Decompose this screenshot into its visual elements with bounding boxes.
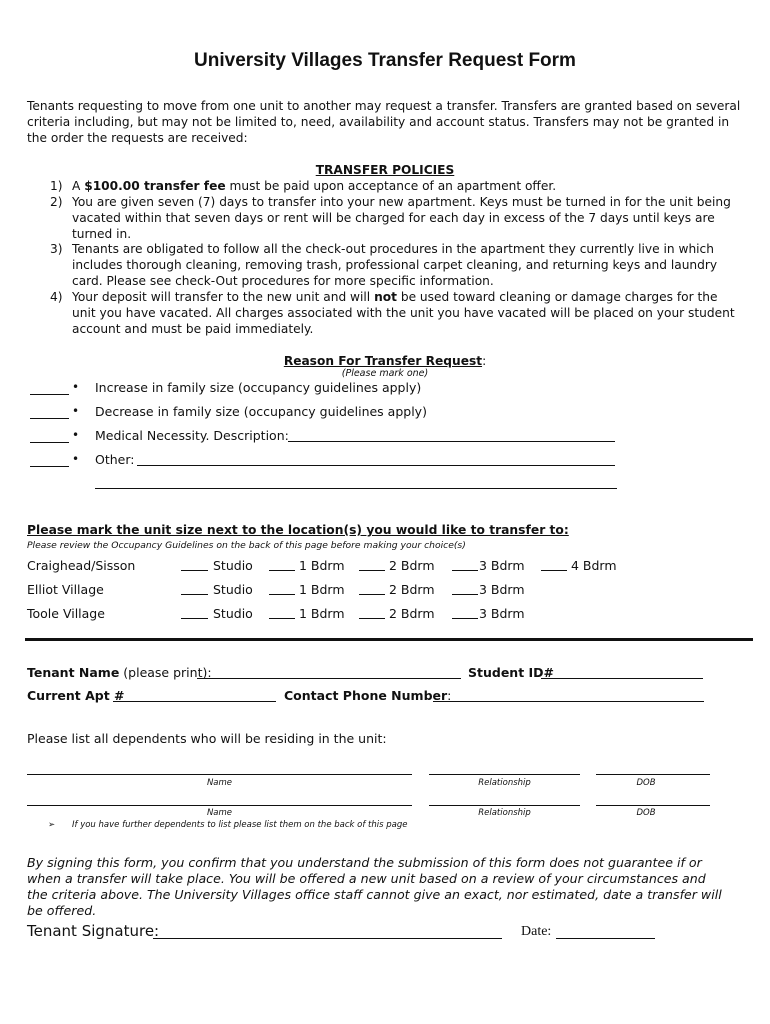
unit-size-heading: Please mark the unit size next to the location(s) you would like to transfer to: xyxy=(27,523,569,537)
unit-option-3bdrm: 3 Bdrm xyxy=(479,558,525,573)
bullet-icon: • xyxy=(72,452,80,466)
dependent-2-relationship-field[interactable] xyxy=(429,805,580,806)
arrow-bullet-icon: ➢ xyxy=(48,820,56,830)
policy-fee: $100.00 transfer fee xyxy=(84,179,226,193)
tenant-name-field[interactable] xyxy=(197,678,461,679)
contact-phone-label: Contact Phone Number: xyxy=(284,688,452,703)
date-field[interactable] xyxy=(556,938,655,939)
reason-subheading: (Please mark one) xyxy=(341,368,429,379)
reason-option-medical: Medical Necessity. Description: xyxy=(95,428,289,443)
other-reason-field-line-2[interactable] xyxy=(95,488,617,489)
unit-option-1bdrm: 1 Bdrm xyxy=(299,582,345,597)
medical-description-field[interactable] xyxy=(288,441,615,442)
col-relationship-label: Relationship xyxy=(478,808,531,818)
policy-item-4 xyxy=(27,289,742,337)
bullet-icon: • xyxy=(72,380,80,394)
unit-option-studio: Studio xyxy=(213,558,253,573)
dependents-note: If you have further dependents to list please list them on the back of this page xyxy=(72,820,408,830)
toole-2bdrm-blank[interactable] xyxy=(359,618,385,619)
dependent-2-name-field[interactable] xyxy=(27,805,412,806)
craighead-4bdrm-blank[interactable] xyxy=(541,570,567,571)
policy-item-3 xyxy=(27,241,742,289)
elliot-3bdrm-blank[interactable] xyxy=(452,594,478,595)
elliot-studio-blank[interactable] xyxy=(181,594,208,595)
col-relationship-label: Relationship xyxy=(478,778,531,788)
student-id-field[interactable] xyxy=(541,678,703,679)
policy-number: 1) xyxy=(50,179,63,193)
unit-option-3bdrm: 3 Bdrm xyxy=(479,582,525,597)
policy-text: Tenants are obligated to follow all the check-out procedures in the apartment they currently live in which includes thorough cleaning, removing trash, professional carpet cleaning, and returning keys and laundry card. Please see check-Out procedures for more specific information. xyxy=(72,242,718,288)
policy-number: 2) xyxy=(50,195,63,209)
date-label: Date: xyxy=(521,924,552,939)
elliot-1bdrm-blank[interactable] xyxy=(269,594,295,595)
current-apt-field[interactable] xyxy=(113,701,276,702)
craighead-1bdrm-blank[interactable] xyxy=(269,570,295,571)
closing-statement: By signing this form, you confirm that you understand the submission of this form does not guarantee if or when a transfer will take place. You will be offered a new unit based on a review of your circumstances and the criteria above. The University Villages office staff cannot give an exact, nor estimated, date a transfer will be offered. xyxy=(27,855,722,918)
unit-option-3bdrm: 3 Bdrm xyxy=(479,606,525,621)
unit-option-studio: Studio xyxy=(213,606,253,621)
contact-phone-field[interactable] xyxy=(433,701,704,702)
unit-option-2bdrm: 2 Bdrm xyxy=(389,606,435,621)
policy-text: A xyxy=(72,179,85,193)
policy-text: must be paid upon acceptance of an apartment offer. xyxy=(225,179,557,193)
policy-number: 3) xyxy=(50,242,63,256)
dependent-1-relationship-field[interactable] xyxy=(429,774,580,775)
dependent-2-dob-field[interactable] xyxy=(596,805,710,806)
craighead-studio-blank[interactable] xyxy=(181,570,208,571)
col-dob-label: DOB xyxy=(636,808,656,818)
bullet-icon: • xyxy=(72,404,80,418)
policy-text: be used toward cleaning or damage charges for the unit you have vacated. All charges associated with the unit you have vacated will be placed on your student account and must be paid immediately. xyxy=(72,290,735,336)
policy-item-1 xyxy=(27,178,742,194)
tenant-signature-label: Tenant Signature: xyxy=(27,922,160,940)
unit-option-studio: Studio xyxy=(213,582,253,597)
policy-item-2 xyxy=(27,194,742,242)
policies-heading: TRANSFER POLICIES xyxy=(315,163,455,177)
unit-option-1bdrm: 1 Bdrm xyxy=(299,606,345,621)
reason-option-decrease: Decrease in family size (occupancy guidelines apply) xyxy=(95,404,427,419)
section-divider xyxy=(25,638,753,641)
toole-studio-blank[interactable] xyxy=(181,618,208,619)
page-title: University Villages Transfer Request Form xyxy=(194,50,576,71)
reason-mark-blank-2[interactable] xyxy=(30,418,69,419)
craighead-2bdrm-blank[interactable] xyxy=(359,570,385,571)
policy-text: You are given seven (7) days to transfer into your new apartment. Keys must be turned in for the unit being vacated within that seven days or rent will be charged for each day in excess of the 7 days until keys are turned in. xyxy=(72,195,731,241)
reason-heading: Reason For Transfer Request: xyxy=(283,354,487,368)
current-apt-label: Current Apt # xyxy=(27,688,125,703)
elliot-2bdrm-blank[interactable] xyxy=(359,594,385,595)
toole-1bdrm-blank[interactable] xyxy=(269,618,295,619)
col-name-label: Name xyxy=(206,808,233,818)
col-name-label: Name xyxy=(206,778,233,788)
intro-paragraph: Tenants requesting to move from one unit to another may request a transfer. Transfers are granted based on several criteria including, but may not be limited to, need, availability and account status. Transfers may not be granted in the order the requests are received: xyxy=(27,99,741,145)
bullet-icon: • xyxy=(72,428,80,442)
policy-emphasis: not xyxy=(374,290,397,304)
policy-text: Your deposit will transfer to the new unit and will xyxy=(72,290,375,304)
location-craighead-sisson: Craighead/Sisson xyxy=(27,558,136,573)
unit-option-2bdrm: 2 Bdrm xyxy=(389,582,435,597)
tenant-signature-field[interactable] xyxy=(153,938,502,939)
toole-3bdrm-blank[interactable] xyxy=(452,618,478,619)
unit-option-2bdrm: 2 Bdrm xyxy=(389,558,435,573)
location-elliot-village: Elliot Village xyxy=(27,582,104,597)
dependent-1-name-field[interactable] xyxy=(27,774,412,775)
unit-size-note: Please review the Occupancy Guidelines on the back of this page before making your choice(s) xyxy=(27,540,466,551)
craighead-3bdrm-blank[interactable] xyxy=(452,570,478,571)
tenant-name-label: Tenant Name (please print): xyxy=(27,665,212,680)
dependents-heading: Please list all dependents who will be residing in the unit: xyxy=(27,731,387,746)
student-id-label: Student ID# xyxy=(468,665,555,680)
col-dob-label: DOB xyxy=(636,778,656,788)
reason-option-increase: Increase in family size (occupancy guidelines apply) xyxy=(95,380,422,395)
location-toole-village: Toole Village xyxy=(27,606,105,621)
reason-mark-blank-1[interactable] xyxy=(30,394,69,395)
policy-number: 4) xyxy=(50,290,63,304)
unit-option-4bdrm: 4 Bdrm xyxy=(571,558,617,573)
dependent-1-dob-field[interactable] xyxy=(596,774,710,775)
reason-mark-blank-3[interactable] xyxy=(30,442,69,443)
reason-mark-blank-4[interactable] xyxy=(30,466,69,467)
unit-option-1bdrm: 1 Bdrm xyxy=(299,558,345,573)
reason-option-other: Other: xyxy=(95,452,135,467)
other-reason-field[interactable] xyxy=(137,465,615,466)
